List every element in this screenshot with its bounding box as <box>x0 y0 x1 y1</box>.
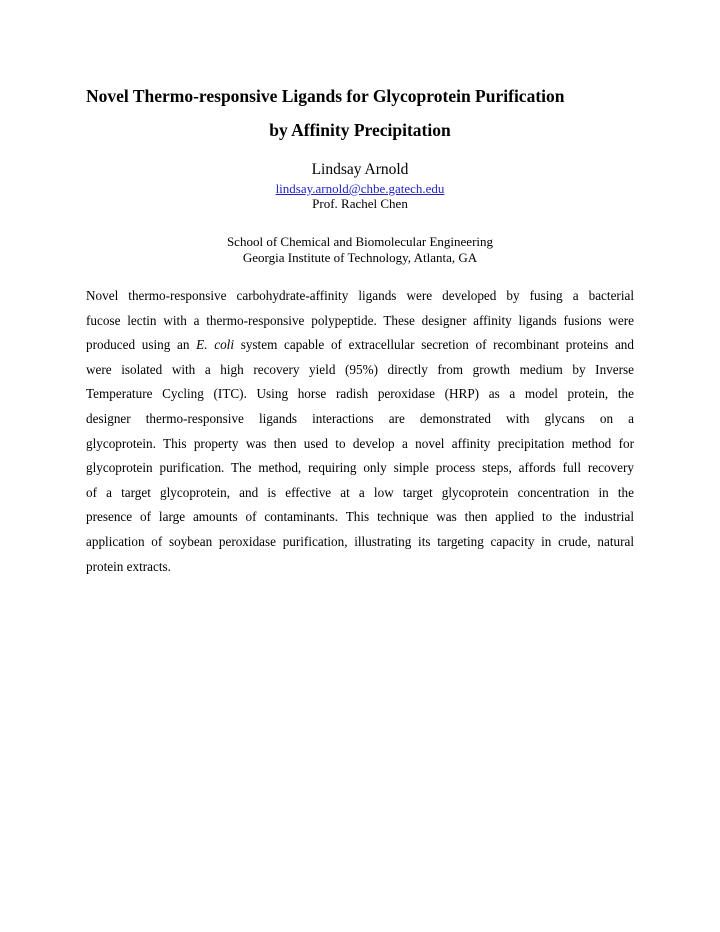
abstract-line: presence of large amounts of contaminants. This technique was then applied to the industrial <box>86 509 634 525</box>
abstract-line: designer thermo-responsive ligands interactions are demonstrated with glycans on a <box>86 410 634 426</box>
abstract-text: system capable of extracellular secretion of recombinant proteins and <box>234 337 634 353</box>
department: School of Chemical and Biomolecular Engineering <box>226 234 494 249</box>
abstract-line: glycoprotein purification. The method, requiring only simple process steps, affords full recovery <box>86 460 634 476</box>
abstract-line: protein extracts. <box>86 558 171 574</box>
author-email-link[interactable]: lindsay.arnold@chbe.gatech.edu <box>275 181 445 196</box>
abstract-line: were isolated with a high recovery yield (95%) directly from growth medium by Inverse <box>86 361 634 377</box>
title-line-2: by Affinity Precipitation <box>269 120 451 140</box>
abstract-line: glycoprotein. This property was then used to develop a novel affinity precipitation method for <box>86 435 634 451</box>
abstract-line: fucose lectin with a thermo-responsive polypeptide. These designer affinity ligands fusions were <box>86 312 634 328</box>
abstract-line <box>86 333 634 358</box>
advisor-name: Prof. Rachel Chen <box>312 196 408 211</box>
abstract-line: Novel thermo-responsive carbohydrate-affinity ligands were developed by fusing a bacterial <box>86 288 634 303</box>
title-line-1: Novel Thermo-responsive Ligands for Glycoprotein Purification <box>86 86 565 106</box>
abstract <box>86 284 634 579</box>
abstract-text: produced using an <box>86 337 197 353</box>
abstract-line: application of soybean peroxidase purification, illustrating its targeting capacity in crude, natural <box>86 533 634 549</box>
abstract-line: of a target glycoprotein, and is effective at a low target glycoprotein concentration in the <box>86 484 634 500</box>
institution: Georgia Institute of Technology, Atlanta, GA <box>242 250 478 265</box>
organism-name: E. coli <box>196 337 234 353</box>
author-name: Lindsay Arnold <box>311 161 409 178</box>
abstract-line: Temperature Cycling (ITC). Using horse radish peroxidase (HRP) as a model protein, the <box>86 386 634 402</box>
